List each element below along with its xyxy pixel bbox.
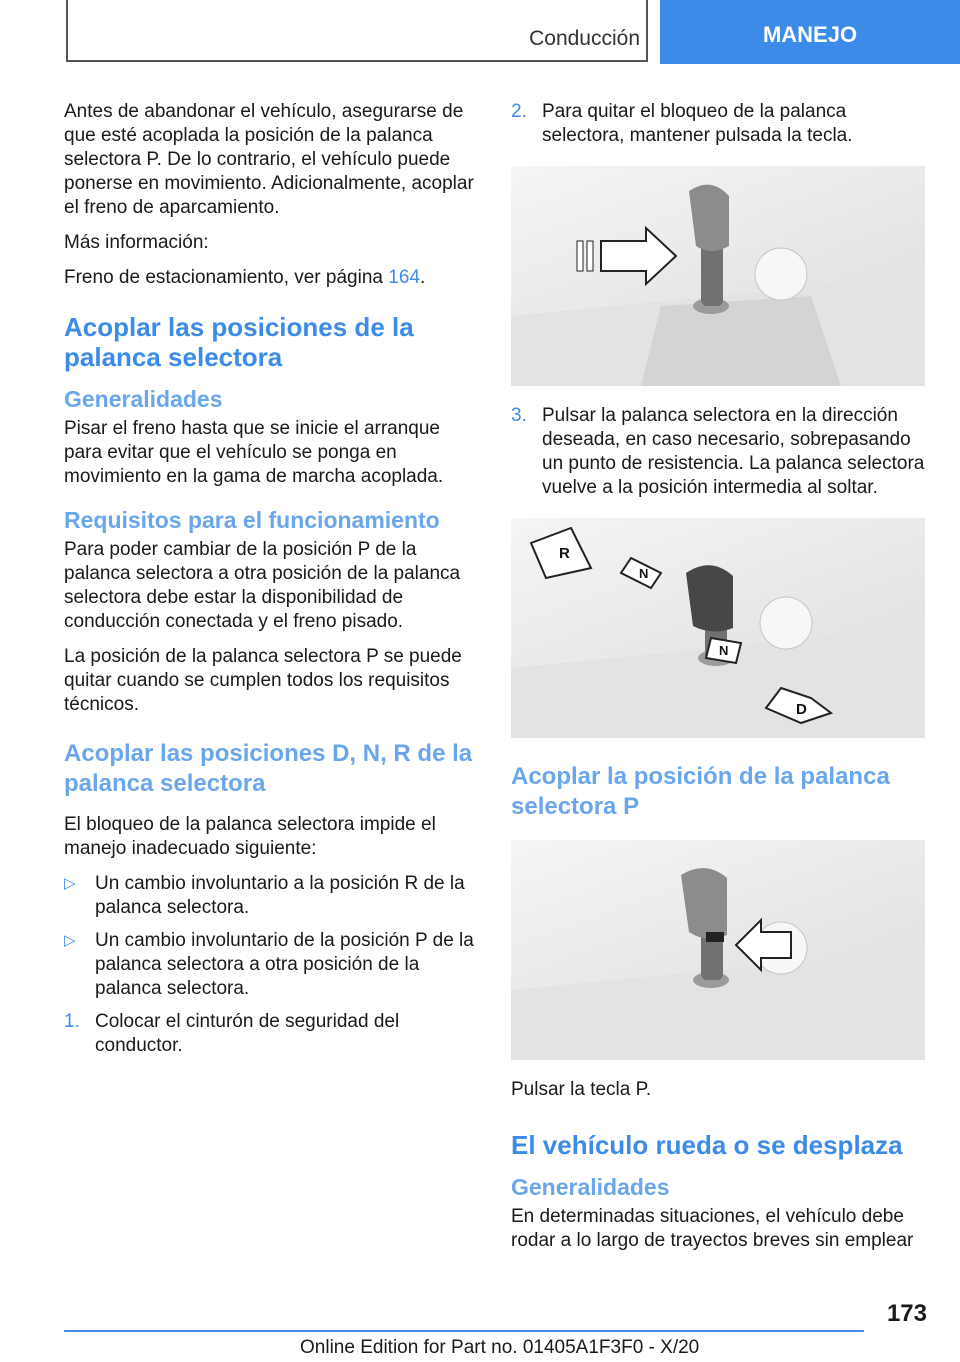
chapter-tab: MANEJO: [660, 0, 960, 64]
heading-dnr: Acoplar las posiciones D, N, R de la palanca selectora: [64, 740, 473, 797]
list-item-text: Un cambio involuntario a la posición R de la palanca selectora.: [95, 873, 465, 918]
triangle-bullet-icon: ▷: [64, 875, 76, 892]
direction-label-r: R: [559, 545, 570, 562]
list-item: [64, 929, 478, 1001]
dnr-paragraph: El bloqueo de la palanca selectora impide el manejo inadecuado siguiente:: [64, 814, 436, 859]
left-column: [64, 100, 478, 1066]
list-item: [64, 872, 478, 920]
step-number: 2.: [511, 101, 527, 122]
section-title: Conducción: [529, 27, 640, 50]
list-item-text: Un cambio involuntario de la posición P de la palanca selectora a otra posición de la palanca selectora.: [95, 930, 474, 999]
heading-engage-p: Acoplar la posición de la palanca selectora P: [511, 763, 890, 820]
step-text: Colocar el cinturón de seguridad del conductor.: [95, 1011, 400, 1056]
direction-label-n-upper: N: [639, 566, 649, 581]
section-tab: [66, 0, 648, 62]
heading-requirements: Requisitos para el funcionamiento: [64, 507, 440, 533]
triangle-bullet-icon: ▷: [64, 932, 76, 949]
step-number: 3.: [511, 405, 527, 426]
lever-directions-illustration: [511, 518, 925, 738]
bullet-list: [64, 872, 478, 1001]
step-text: Para quitar el bloqueo de la palanca selectora, mantener pulsada la tecla.: [542, 101, 853, 146]
steps-list-right: [511, 100, 931, 148]
step-text: Pulsar la palanca selectora en la dirección deseada, en caso necesario, sobrepasando un punto de resistencia. La palanca selectora vuelve a la posición intermedia al soltar.: [542, 405, 925, 498]
step-number: 1.: [64, 1011, 80, 1032]
lever-illustration: [511, 166, 925, 386]
heading-general: Generalidades: [64, 386, 223, 412]
requirements-paragraph-1: Para poder cambiar de la posición P de la palanca selectora a otra posición de la palanca selectora debe estar la disponibilidad de conducción conectada y el freno pisado.: [64, 539, 461, 632]
figure-caption: Pulsar la tecla P.: [511, 1079, 652, 1100]
right-column: [511, 100, 931, 1264]
direction-label-n-lower: N: [719, 643, 729, 658]
edition-text: Online Edition for Part no. 01405A1F3F0 - X/20: [300, 1337, 700, 1358]
more-info-label: Más información:: [64, 232, 209, 253]
heading-general-2: Generalidades: [511, 1174, 670, 1200]
heading-engage-positions: Acoplar las posiciones de la palanca selectora: [64, 312, 414, 372]
steps-list-right-2: [511, 404, 931, 500]
page-reference: [64, 266, 478, 290]
page-footer: [0, 1290, 960, 1362]
p-button-illustration: [511, 840, 925, 1060]
general-paragraph: Pisar el freno hasta que se inicie el arranque para evitar que el vehículo se ponga en movimiento en la gama de marcha acoplada.: [64, 418, 444, 487]
page-link[interactable]: 164: [388, 267, 420, 288]
heading-vehicle-rolls: El vehículo rueda o se desplaza: [511, 1130, 903, 1160]
selector-lever-unlock-figure: [511, 166, 925, 386]
page-header: [0, 0, 960, 66]
footer-divider: [64, 1330, 864, 1332]
step-item: [511, 100, 931, 148]
page-number: 173: [886, 1300, 927, 1327]
requirements-paragraph-2: La posición de la palanca selectora P se puede quitar cuando se cumplen todos los requisitos técnicos.: [64, 646, 462, 715]
step-item: [64, 1010, 478, 1058]
steps-list-left: [64, 1010, 478, 1058]
selector-lever-p-button-figure: [511, 840, 925, 1060]
intro-paragraph: Antes de abandonar el vehículo, asegurarse de que esté acoplada la posición de la palanca selectora P. De lo contrario, el vehículo puede ponerse en movimiento. Adicionalmente, acoplar el freno de aparcamiento.: [64, 101, 474, 218]
reference-text: Freno de estacionamiento, ver página: [64, 267, 389, 288]
step-item: [511, 404, 931, 500]
general2-paragraph: En determinadas situaciones, el vehículo debe rodar a lo largo de trayectos breves sin emplear: [511, 1206, 914, 1251]
direction-label-d: D: [796, 701, 807, 718]
reference-end: .: [419, 267, 426, 288]
selector-lever-directions-figure: [511, 518, 925, 738]
